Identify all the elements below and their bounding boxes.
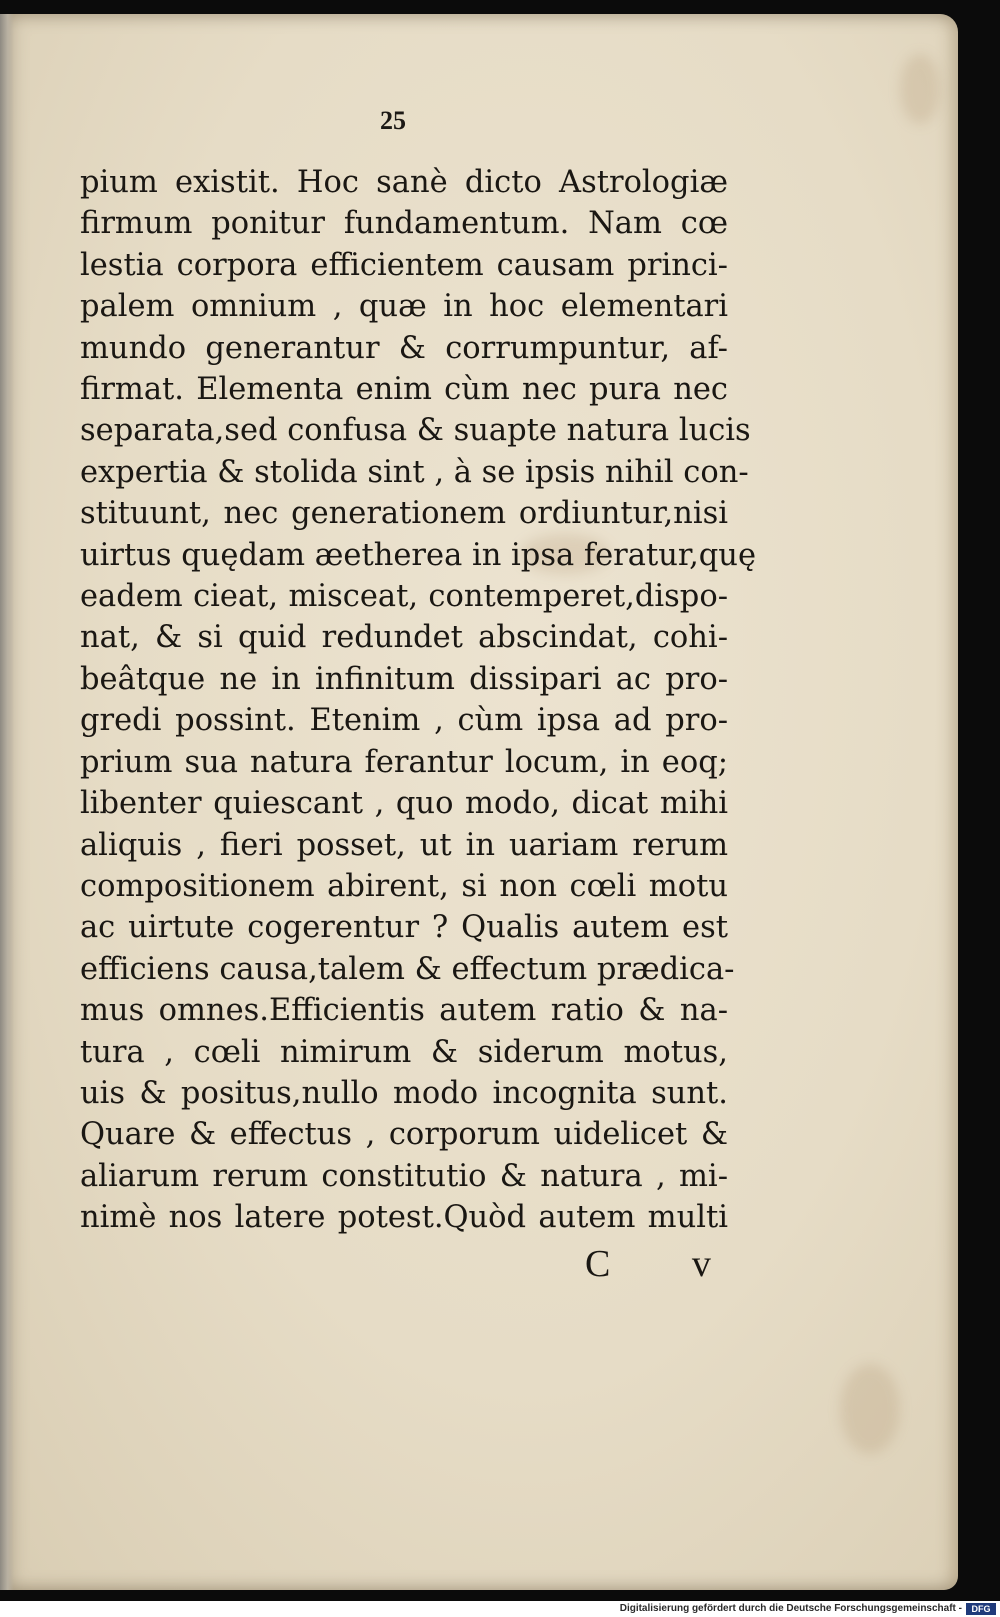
text-line: firmat. Elementa enim cùm nec pura nec (80, 372, 728, 408)
text-line: firmum ponitur fundamentum. Nam cœ (80, 206, 728, 242)
page-number: 25 (380, 106, 406, 135)
text-line: mus omnes.Efficientis autem ratio & na- (80, 993, 728, 1029)
text-line: lestia corpora efficientem causam princi- (80, 247, 728, 283)
text-line: aliarum rerum constitutio & natura , mi- (80, 1158, 728, 1194)
text-line: efficiens causa,talem & effectum prædica- (80, 951, 735, 987)
dfg-logo: DFG (966, 1603, 996, 1615)
text-line: stituunt, nec generationem ordiuntur,nisi (80, 496, 728, 532)
text-line: mundo generantur & corrumpuntur, af- (80, 330, 728, 366)
text-line: nimè nos latere potest.Quòd autem multi (80, 1200, 728, 1236)
text-line: Quare & effectus , corporum uidelicet & (80, 1117, 728, 1153)
text-line: nat, & si quid redundet abscindat, cohi- (80, 620, 728, 656)
text-line: aliquis , fieri posset, ut in uariam rerum (80, 827, 728, 863)
text-line: tura , cœli nimirum & siderum motus, (80, 1034, 728, 1070)
text-line: libenter quiescant , quo modo, dicat mihi (80, 786, 728, 822)
text-line: uis & positus,nullo modo incognita sunt. (80, 1075, 728, 1111)
text-line: gredi possint. Etenim , cùm ipsa ad pro- (80, 703, 728, 739)
catchword-signature: C v (585, 1243, 747, 1285)
text-line: prium sua natura ferantur locum, in eoq; (80, 744, 728, 780)
text-line: separata,sed confusa & suapte natura lucis (80, 413, 751, 449)
funding-credit: Digitalisierung gefördert durch die Deutsche Forschungsgemeinschaft - (619, 1603, 962, 1614)
paper-stain (840, 1364, 900, 1454)
text-line: pium existit. Hoc sanè dicto Astrologiæ (80, 165, 728, 200)
text-line: uirtus quędam æetherea in ipsa feratur,quę (80, 537, 756, 573)
text-line: beâtque ne in infinitum dissipari ac pro- (80, 661, 728, 697)
body-text (80, 162, 756, 1239)
paper-stain (900, 54, 940, 124)
text-line: ac uirtute cogerentur ? Qualis autem est (80, 910, 728, 946)
text-line: eadem cieat, misceat, contemperet,dispo- (80, 579, 728, 615)
text-line: palem omnium , quæ in hoc elementari (80, 289, 728, 325)
text-line: expertia & stolida sint , à se ipsis nihil con- (80, 454, 749, 490)
text-line: compositionem abirent, si non cœli motu (80, 868, 728, 904)
